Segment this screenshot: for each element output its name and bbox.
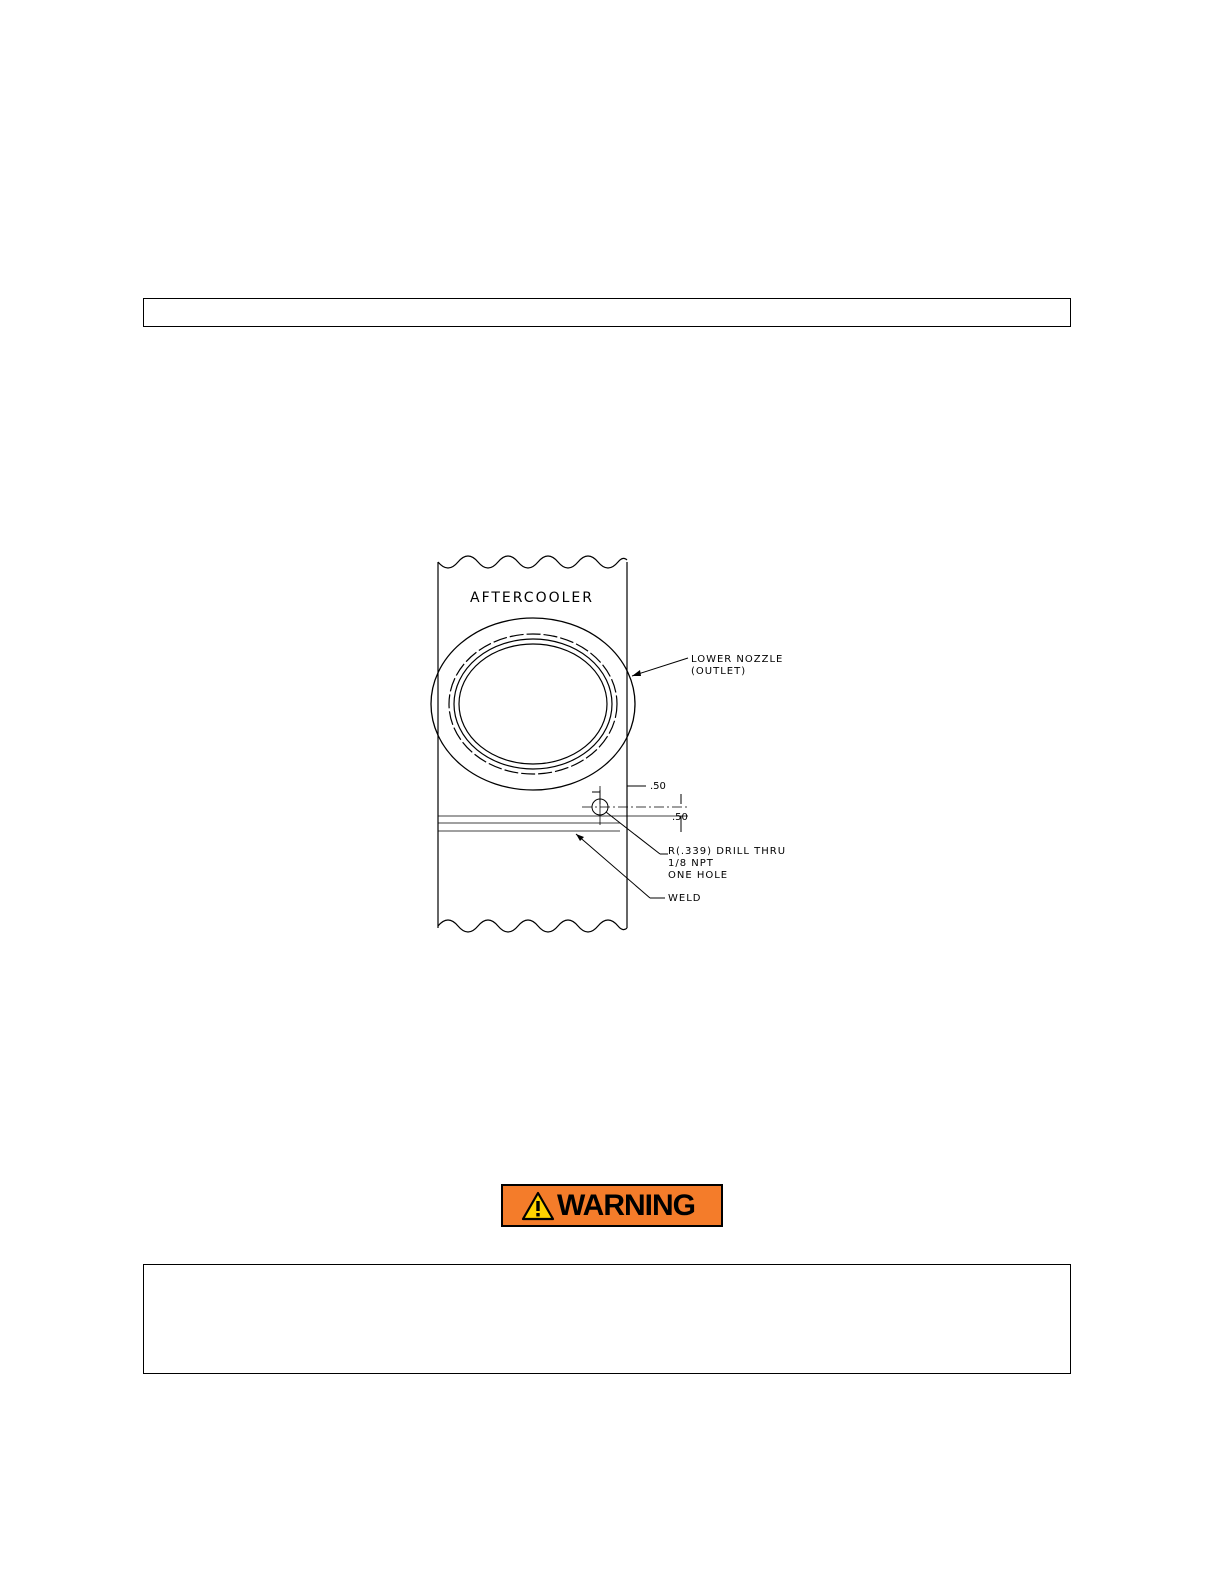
dim-horizontal-label: .50 bbox=[650, 781, 666, 792]
note-box-top bbox=[143, 298, 1071, 327]
break-line-bottom bbox=[438, 920, 627, 932]
dim-vertical-label: .50 bbox=[672, 812, 688, 823]
aftercooler-drawing-svg bbox=[420, 550, 800, 940]
lower-nozzle-label-line2: (OUTLET) bbox=[691, 666, 747, 677]
drill-leader bbox=[606, 812, 660, 854]
warning-label bbox=[501, 1184, 723, 1227]
lower-nozzle-label-line1: LOWER NOZZLE bbox=[691, 654, 784, 665]
warning-triangle-icon bbox=[521, 1191, 555, 1221]
warning-message-box bbox=[143, 1264, 1071, 1374]
weld-label: WELD bbox=[668, 893, 702, 904]
aftercooler-drawing bbox=[420, 550, 800, 940]
warning-text: WARNING bbox=[557, 1188, 695, 1222]
drawing-title: AFTERCOOLER bbox=[470, 590, 594, 606]
drill-label-line1: R(.339) DRILL THRU bbox=[668, 846, 787, 857]
drill-label-line2: 1/8 NPT bbox=[668, 858, 714, 869]
nozzle-bore bbox=[459, 644, 607, 764]
nozzle-ring-2 bbox=[449, 634, 617, 774]
break-line-top bbox=[438, 556, 627, 568]
weld-leader bbox=[576, 834, 650, 898]
nozzle-ring-3 bbox=[454, 639, 612, 769]
lower-nozzle-arrow bbox=[632, 670, 641, 676]
drill-label-line3: ONE HOLE bbox=[668, 870, 729, 881]
